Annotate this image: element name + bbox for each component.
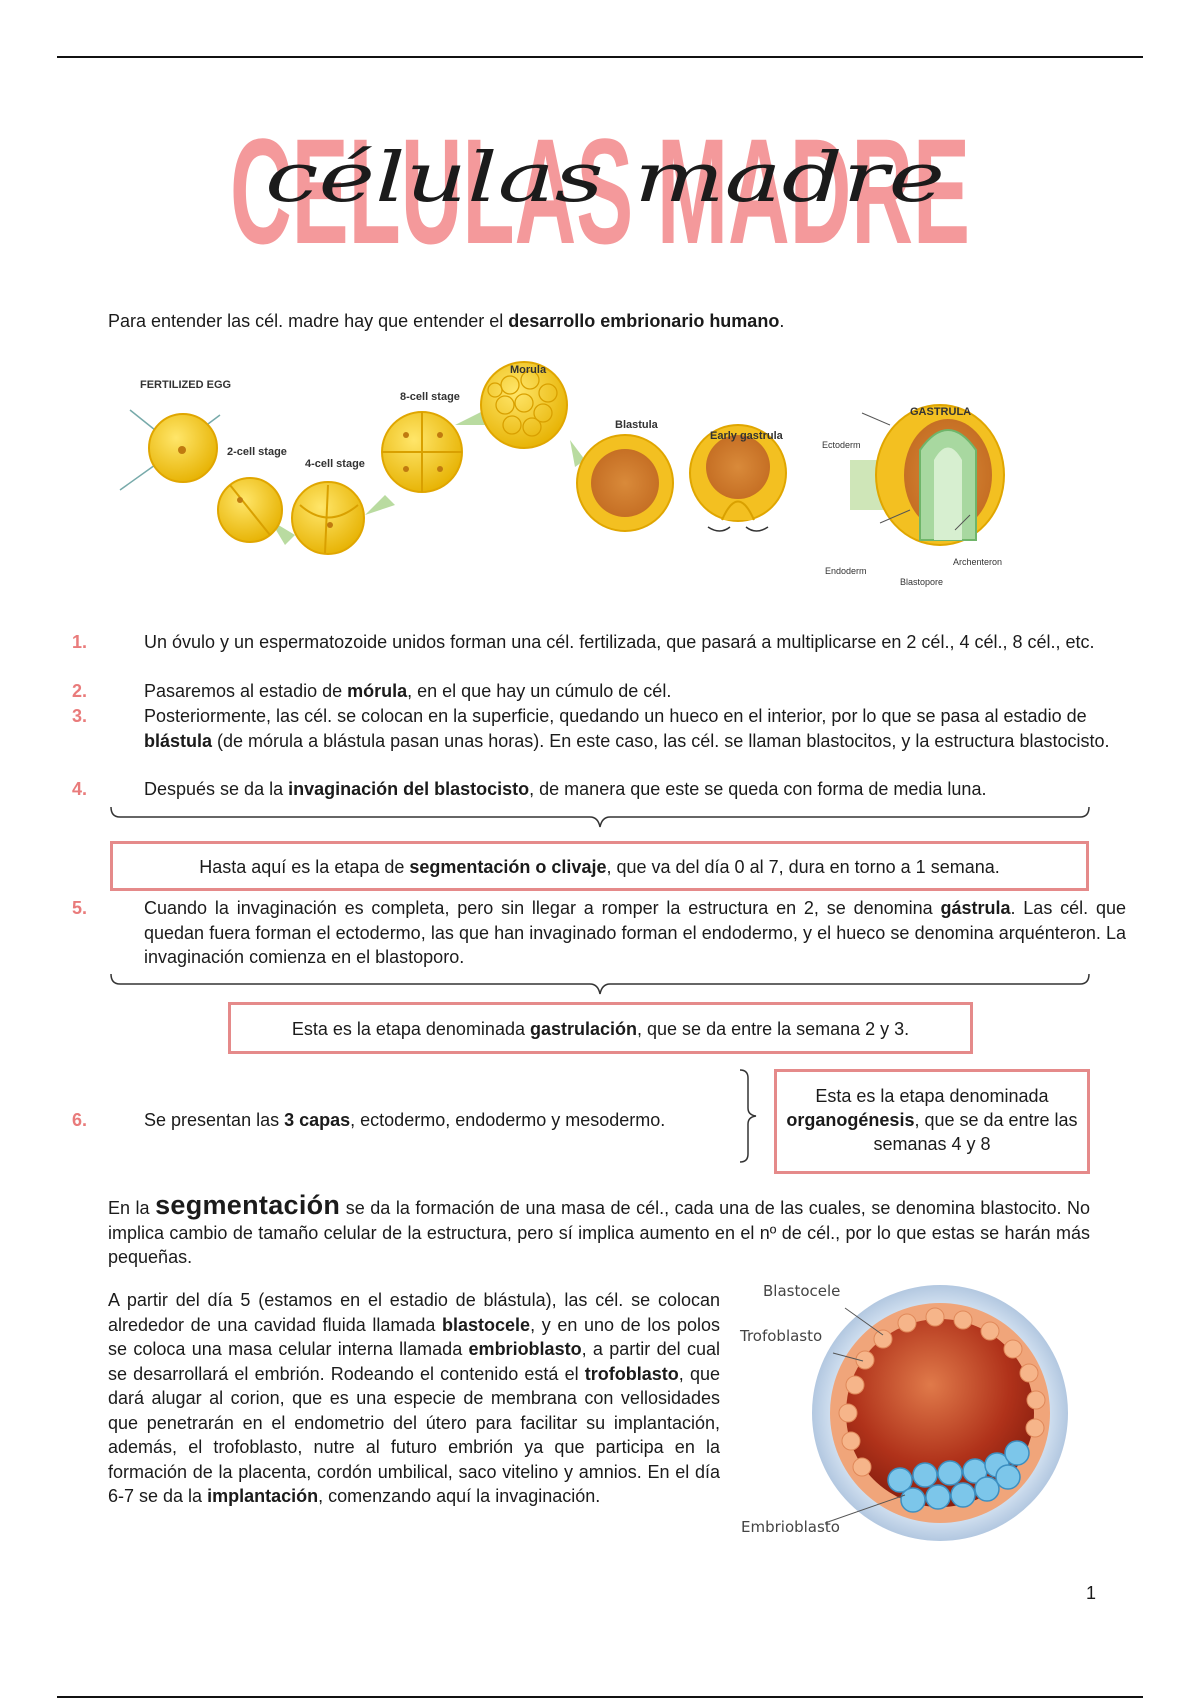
list-item-5 (72, 896, 1126, 970)
fertilized-egg (120, 410, 220, 490)
item-bold: invaginación del blastocisto (288, 779, 530, 799)
item-number: 6. (72, 1110, 88, 1130)
para-text-4: , que dará alugar al corion, que es una especie de membrana con vellosidades que penetrarán en el endometrio del útero para facilitar su implantación, además, el trofoblasto, nutre al futuro embrión ya que participa en la formación de la placenta, cordón umbilical, saco vitelino y amnios. En el día 6-7 se da la (108, 1363, 720, 1506)
segment-post: se da la formación de una masa de cél., cada una de las cuales, se denomina blastocito. No implica cambio de tamaño celular de la estructura, pero sí implica aumento en el nº de cél., por lo que estas se harán más pequeñas. (108, 1198, 1091, 1267)
title-banner (220, 105, 980, 265)
brace-segmentation (110, 805, 1090, 829)
item-text-end: , en el que hay un cúmulo de cél. (407, 681, 672, 701)
item-number: 4. (72, 779, 88, 799)
segment-word: segmentación (155, 1190, 341, 1220)
box-text-end: , que va del día 0 al 7, dura en torno a 1 semana. (606, 857, 1000, 877)
box-bold: gastrulación (529, 1019, 638, 1039)
title-script-text: células madre (265, 139, 945, 218)
box-text-end: , que se da entre las semanas 4 y 8 (873, 1110, 1078, 1154)
box-gastrulation (228, 1002, 973, 1054)
para-bold-blastocele: blastocele (442, 1314, 531, 1335)
label-four-cell: 4-cell stage (305, 458, 365, 470)
label-early-gastrula: Early gastrula (710, 430, 783, 442)
box-text: Esta es la etapa denominada (815, 1086, 1049, 1106)
box-segmentation (110, 841, 1089, 891)
para-text-3: , a partir del cual se desarrollará el embrión. Rodeando el contenido está el (108, 1339, 720, 1384)
blastula (577, 435, 673, 531)
label-blastocele: Blastocele (763, 1282, 841, 1300)
label-two-cell: 2-cell stage (227, 446, 287, 458)
label-endoderm: Endoderm (825, 566, 867, 576)
list-item-2 (72, 679, 1126, 704)
item-bold: gástrula (940, 898, 1011, 918)
page-number: 1 (1085, 1583, 1096, 1603)
item-text-end: . Las cél. que quedan fuera forman el ectodermo, las que han invaginado forman el endodermo, y el hueco se denomina arquénteron. La invaginación comienza en el blastoporo. (144, 898, 1126, 967)
blastocyst-paragraph (108, 1288, 720, 1509)
item-text: Un óvulo y un espermatozoide unidos forman una cél. fertilizada, que pasará a multiplicarse en 2 cél., 4 cél., 8 cél., etc. (144, 632, 1095, 652)
eight-cell-embryo (382, 412, 462, 492)
brace-organogenesis (738, 1068, 758, 1164)
intro-post: . (779, 311, 785, 331)
para-text-1: A partir del día 5 (estamos en el estadio de blástula), las cél. se colocan alrededor de una cavidad fluida llamada (108, 1290, 720, 1335)
segmentation-paragraph (108, 1190, 1091, 1270)
item-bold: blástula (144, 730, 213, 751)
para-bold-trofoblasto: trofoblasto (584, 1363, 679, 1384)
box-bold: segmentación o clivaje (409, 857, 607, 877)
item-text: Cuando la invaginación es completa, pero sin llegar a romper la estructura en 2, se denomina (144, 898, 941, 918)
item-text-end: (de mórula a blástula pasan unas horas). En este caso, las cél. se llaman blastocitos, y la estructura blastocisto. (212, 730, 1110, 751)
label-eight-cell: 8-cell stage (400, 391, 460, 403)
bottom-rule (57, 1696, 1143, 1698)
box-text: Hasta aquí es la etapa de (199, 857, 410, 877)
para-text-5: , comenzando aquí la invaginación. (318, 1486, 601, 1506)
item-text-end: , de manera que este se queda con forma de media luna. (529, 779, 987, 799)
list-item-1 (72, 630, 1126, 655)
brace-gastrulation (110, 972, 1090, 996)
para-bold-embrioblasto: embrioblasto (468, 1339, 582, 1359)
para-text-2: , y en uno de los polos se coloca una masa celular interna llamada (108, 1314, 720, 1359)
intro-line (108, 309, 1088, 334)
label-embrioblasto: Embrioblasto (741, 1518, 840, 1536)
item-text: Pasaremos al estadio de (144, 681, 348, 701)
blastocyst-illustration (735, 1275, 1095, 1545)
intro-pre: Para entender las cél. madre hay que entender el (108, 311, 509, 331)
box-bold: organogénesis (786, 1110, 915, 1130)
box-organogenesis (774, 1069, 1090, 1174)
item-text-end: , ectodermo, endodermo y mesodermo. (350, 1110, 666, 1130)
label-trofoblasto: Trofoblasto (740, 1327, 823, 1345)
item-text: Después se da la (144, 779, 289, 799)
list-item-3 (72, 704, 1126, 753)
intro-bold: desarrollo embrionario humano (508, 311, 780, 331)
item-number: 1. (72, 632, 88, 652)
item-text: Se presentan las (144, 1110, 285, 1130)
para-bold-implantacion: implantación (207, 1486, 319, 1506)
list-item-4 (72, 777, 1126, 802)
two-cell-embryo (218, 478, 282, 542)
box-text: Esta es la etapa denominada (291, 1019, 530, 1039)
item-text: Posteriormente, las cél. se colocan en la superficie, quedando un hueco en el interior, por lo que se pasa al estadio de (144, 706, 1087, 726)
title-block-text: CELULAS MADRE (230, 107, 970, 265)
label-blastula: Blastula (615, 419, 658, 431)
item-number: 2. (72, 681, 88, 701)
four-cell-embryo (292, 482, 364, 554)
label-blastopore: Blastopore (900, 577, 944, 587)
title-graphic (220, 105, 980, 265)
label-fertilized-egg: FERTILIZED EGG (140, 379, 232, 391)
label-morula: Morula (510, 364, 547, 376)
item-number: 3. (72, 706, 88, 726)
gastrula (862, 405, 1004, 545)
label-gastrula: GASTRULA (910, 406, 972, 418)
segment-pre: En la (108, 1198, 156, 1218)
label-ectoderm: Ectoderm (822, 440, 861, 450)
item-bold: mórula (347, 681, 408, 701)
embryo-development-diagram (110, 355, 1095, 600)
list-item-6 (72, 1108, 784, 1133)
item-number: 5. (72, 898, 88, 918)
top-rule (57, 56, 1143, 58)
box-text-end: , que se da entre la semana 2 y 3. (637, 1019, 910, 1039)
item-bold: 3 capas (284, 1110, 351, 1130)
label-archenteron: Archenteron (953, 557, 1003, 567)
